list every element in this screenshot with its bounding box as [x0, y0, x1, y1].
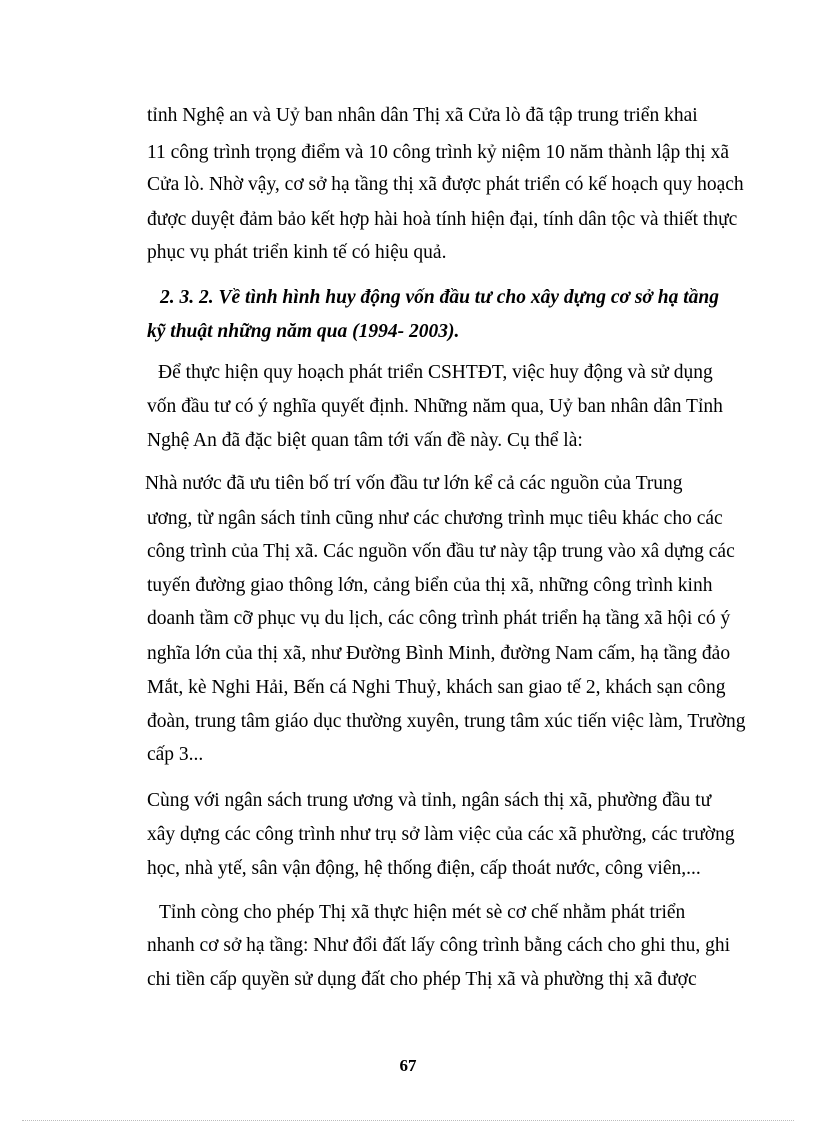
text-line: vốn đầu tư có ý nghĩa quyết định. Những năm qua, Uỷ ban nhân dân Tỉnh [147, 396, 723, 417]
text-line: đoàn, trung tâm giáo dục thường xuyên, trung tâm xúc tiến việc làm, Trường [147, 711, 746, 732]
text-line: nhanh cơ sở hạ tầng: Như đổi đất lấy công trình bằng cách cho ghi thu, ghi [147, 935, 731, 956]
text-line: tỉnh Nghệ an và Uỷ ban nhân dân Thị xã Cửa lò đã tập trung triển khai [147, 105, 698, 126]
text-line: Nghệ An đã đặc biệt quan tâm tới vấn đề này. Cụ thể là: [147, 430, 583, 451]
text-line: Để thực hiện quy hoạch phát triển CSHTĐT, việc huy động và sử dụng [158, 362, 713, 383]
text-line: Tỉnh còng cho phép Thị xã thực hiện mét sè cơ chế nhằm phát triển [159, 902, 686, 923]
text-line: 11 công trình trọng điểm và 10 công trình kỷ niệm 10 năm thành lập thị xã [147, 142, 730, 163]
text-line: Nhà nước đã ưu tiên bố trí vốn đầu tư lớn kể cả các nguồn của Trung [145, 473, 683, 494]
text-line: được duyệt đảm bảo kết hợp hài hoà tính hiện đại, tính dân tộc và thiết thực [147, 209, 738, 230]
text-line: nghĩa lớn của thị xã, như Đường Bình Minh, đường Nam cấm, hạ tầng đảo [147, 643, 731, 664]
text-line: Mắt, kè Nghi Hải, Bến cá Nghi Thuỷ, khách san giao tế 2, khách sạn công [147, 677, 726, 698]
text-line: chi tiền cấp quyền sử dụng đất cho phép Thị xã và phường thị xã được [147, 969, 697, 990]
text-line: Cùng với ngân sách trung ương và tỉnh, ngân sách thị xã, phường đầu tư [147, 790, 712, 811]
text-line: phục vụ phát triển kinh tế có hiệu quả. [147, 242, 447, 263]
text-line: học, nhà ytế, sân vận động, hệ thống điện, cấp thoát nước, công viên,... [147, 858, 701, 879]
heading-line: 2. 3. 2. Về tình hình huy động vốn đầu tư cho xây dựng cơ sở hạ tầng [160, 287, 719, 308]
page-number: 67 [399, 1056, 417, 1075]
text-line: cấp 3... [147, 744, 204, 765]
text-line: tuyến đường giao thông lớn, cảng biển của thị xã, những công trình kinh [147, 575, 713, 596]
heading-line: kỹ thuật những năm qua (1994- 2003). [147, 321, 460, 342]
text-line: ương, từ ngân sách tỉnh cũng như các chương trình mục tiêu khác cho các [147, 508, 723, 529]
text-line: xây dựng các công trình như trụ sở làm việc của các xã phường, các trường [147, 824, 735, 845]
page-bottom-border [22, 1120, 794, 1121]
text-line: doanh tầm cỡ phục vụ du lịch, các công trình phát triển hạ tầng xã hội có ý [147, 608, 731, 629]
text-line: Cửa lò. Nhờ vậy, cơ sở hạ tầng thị xã được phát triển có kế hoạch quy hoạch [147, 174, 744, 195]
text-line: công trình của Thị xã. Các nguồn vốn đầu tư này tập trung vào xâ dựng các [147, 541, 735, 562]
